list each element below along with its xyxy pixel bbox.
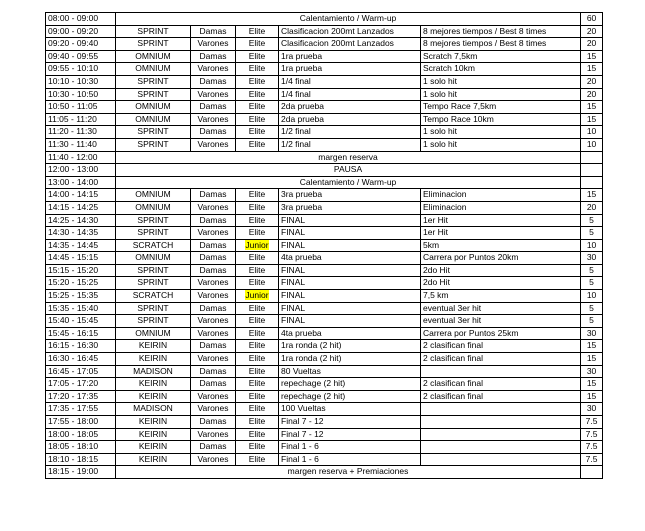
event-cell: KEIRIN: [116, 441, 191, 454]
schedule-row: [46, 378, 603, 391]
gender-cell: Damas: [191, 252, 236, 265]
minutes-cell: 5: [581, 302, 603, 315]
detail-cell: eventual 3er hit: [421, 302, 581, 315]
gender-cell: Damas: [191, 189, 236, 202]
category-cell: [236, 239, 279, 252]
event-cell: KEIRIN: [116, 416, 191, 429]
schedule-row: [46, 302, 603, 315]
category-highlight: Junior: [245, 239, 269, 250]
schedule-row: [46, 315, 603, 328]
round-cell: Final 1 - 6: [279, 441, 421, 454]
minutes-cell: [581, 164, 603, 177]
event-cell: OMNIUM: [116, 189, 191, 202]
detail-cell: Scratch 7,5km: [421, 50, 581, 63]
event-cell: OMNIUM: [116, 327, 191, 340]
round-cell: repechage (2 hit): [279, 378, 421, 391]
detail-cell: 1 solo hit: [421, 138, 581, 151]
minutes-cell: 20: [581, 88, 603, 101]
category-cell: Elite: [236, 126, 279, 139]
detail-cell: 2do Hit: [421, 264, 581, 277]
detail-cell: [421, 428, 581, 441]
gender-cell: Damas: [191, 239, 236, 252]
event-cell: SPRINT: [116, 302, 191, 315]
time-cell: 15:20 - 15:25: [46, 277, 116, 290]
gender-cell: Varones: [191, 390, 236, 403]
gender-cell: Varones: [191, 315, 236, 328]
category-cell: Elite: [236, 88, 279, 101]
round-cell: 1/4 final: [279, 75, 421, 88]
gender-cell: Damas: [191, 25, 236, 38]
gender-cell: Varones: [191, 113, 236, 126]
time-cell: 10:30 - 10:50: [46, 88, 116, 101]
detail-cell: 7,5 km: [421, 290, 581, 303]
category-cell: Elite: [236, 189, 279, 202]
time-cell: 17:35 - 17:55: [46, 403, 116, 416]
time-cell: 14:25 - 14:30: [46, 214, 116, 227]
event-cell: MADISON: [116, 365, 191, 378]
time-cell: 14:15 - 14:25: [46, 201, 116, 214]
round-cell: FINAL: [279, 290, 421, 303]
category-cell: Elite: [236, 365, 279, 378]
time-cell: 08:00 - 09:00: [46, 13, 116, 26]
schedule-row: [46, 25, 603, 38]
schedule-table: [45, 12, 603, 479]
detail-cell: 1 solo hit: [421, 88, 581, 101]
session-cell: PAUSA: [116, 164, 581, 177]
minutes-cell: 7.5: [581, 453, 603, 466]
schedule-row: [46, 365, 603, 378]
session-cell: margen reserva: [116, 151, 581, 164]
time-cell: 15:25 - 15:35: [46, 290, 116, 303]
detail-cell: Carrera por Puntos 25km: [421, 327, 581, 340]
minutes-cell: 30: [581, 365, 603, 378]
round-cell: 80 Vueltas: [279, 365, 421, 378]
schedule-row: [46, 75, 603, 88]
schedule-row: [46, 38, 603, 51]
detail-cell: 5km: [421, 239, 581, 252]
event-cell: OMNIUM: [116, 50, 191, 63]
event-cell: KEIRIN: [116, 453, 191, 466]
category-cell: Elite: [236, 390, 279, 403]
minutes-cell: 5: [581, 315, 603, 328]
minutes-cell: 15: [581, 50, 603, 63]
round-cell: Clasificacion 200mt Lanzados: [279, 38, 421, 51]
event-cell: SCRATCH: [116, 239, 191, 252]
schedule-row: [46, 50, 603, 63]
detail-cell: [421, 365, 581, 378]
event-cell: OMNIUM: [116, 201, 191, 214]
minutes-cell: 7.5: [581, 416, 603, 429]
category-cell: Elite: [236, 340, 279, 353]
schedule-row: [46, 403, 603, 416]
schedule-row: [46, 113, 603, 126]
event-cell: SPRINT: [116, 126, 191, 139]
category-cell: Elite: [236, 201, 279, 214]
minutes-cell: 10: [581, 290, 603, 303]
event-cell: OMNIUM: [116, 63, 191, 76]
event-cell: OMNIUM: [116, 101, 191, 114]
category-cell: Elite: [236, 214, 279, 227]
detail-cell: 8 mejores tiempos / Best 8 times: [421, 25, 581, 38]
schedule-row: [46, 126, 603, 139]
category-cell: Elite: [236, 378, 279, 391]
round-cell: FINAL: [279, 302, 421, 315]
time-cell: 16:15 - 16:30: [46, 340, 116, 353]
event-cell: SPRINT: [116, 88, 191, 101]
minutes-cell: 30: [581, 327, 603, 340]
category-cell: Elite: [236, 138, 279, 151]
time-cell: 18:00 - 18:05: [46, 428, 116, 441]
schedule-row: [46, 466, 603, 479]
schedule-row: [46, 176, 603, 189]
category-cell: Elite: [236, 327, 279, 340]
minutes-cell: 15: [581, 63, 603, 76]
minutes-cell: [581, 466, 603, 479]
minutes-cell: 15: [581, 378, 603, 391]
schedule-row: [46, 138, 603, 151]
time-cell: 17:55 - 18:00: [46, 416, 116, 429]
event-cell: SPRINT: [116, 25, 191, 38]
schedule-row: [46, 453, 603, 466]
detail-cell: 2 clasifican final: [421, 378, 581, 391]
minutes-cell: 15: [581, 390, 603, 403]
minutes-cell: 15: [581, 189, 603, 202]
category-cell: Elite: [236, 428, 279, 441]
event-cell: KEIRIN: [116, 390, 191, 403]
round-cell: FINAL: [279, 227, 421, 240]
time-cell: 14:30 - 14:35: [46, 227, 116, 240]
minutes-cell: 10: [581, 239, 603, 252]
minutes-cell: 5: [581, 264, 603, 277]
time-cell: 18:05 - 18:10: [46, 441, 116, 454]
category-cell: Elite: [236, 113, 279, 126]
time-cell: 14:45 - 15:15: [46, 252, 116, 265]
category-highlight: Junior: [245, 290, 269, 301]
gender-cell: Damas: [191, 416, 236, 429]
time-cell: 17:05 - 17:20: [46, 378, 116, 391]
schedule-row: [46, 441, 603, 454]
gender-cell: Varones: [191, 428, 236, 441]
schedule-row: [46, 327, 603, 340]
detail-cell: 2do Hit: [421, 277, 581, 290]
category-cell: Elite: [236, 38, 279, 51]
gender-cell: Varones: [191, 277, 236, 290]
event-cell: SPRINT: [116, 38, 191, 51]
time-cell: 11:40 - 12:00: [46, 151, 116, 164]
schedule-row: [46, 416, 603, 429]
gender-cell: Varones: [191, 63, 236, 76]
schedule-row: [46, 201, 603, 214]
gender-cell: Varones: [191, 138, 236, 151]
minutes-cell: 15: [581, 353, 603, 366]
round-cell: FINAL: [279, 214, 421, 227]
detail-cell: [421, 441, 581, 454]
time-cell: 09:00 - 09:20: [46, 25, 116, 38]
gender-cell: Varones: [191, 353, 236, 366]
round-cell: 1/4 final: [279, 88, 421, 101]
category-cell: Elite: [236, 50, 279, 63]
gender-cell: Varones: [191, 327, 236, 340]
round-cell: Final 7 - 12: [279, 416, 421, 429]
detail-cell: eventual 3er hit: [421, 315, 581, 328]
category-cell: Elite: [236, 264, 279, 277]
schedule-row: [46, 164, 603, 177]
schedule-row: [46, 252, 603, 265]
round-cell: 2da prueba: [279, 101, 421, 114]
schedule-row: [46, 428, 603, 441]
time-cell: 12:00 - 13:00: [46, 164, 116, 177]
time-cell: 14:00 - 14:15: [46, 189, 116, 202]
gender-cell: Varones: [191, 403, 236, 416]
round-cell: 3ra prueba: [279, 201, 421, 214]
session-cell: Calentamiento / Warm-up: [116, 176, 581, 189]
time-cell: 15:40 - 15:45: [46, 315, 116, 328]
detail-cell: 2 clasifican final: [421, 340, 581, 353]
minutes-cell: 10: [581, 138, 603, 151]
detail-cell: 8 mejores tiempos / Best 8 times: [421, 38, 581, 51]
round-cell: 1ra prueba: [279, 63, 421, 76]
minutes-cell: 20: [581, 75, 603, 88]
round-cell: 100 Vueltas: [279, 403, 421, 416]
minutes-cell: 5: [581, 214, 603, 227]
schedule-row: [46, 227, 603, 240]
minutes-cell: 30: [581, 403, 603, 416]
detail-cell: Carrera por Puntos 20km: [421, 252, 581, 265]
time-cell: 11:05 - 11:20: [46, 113, 116, 126]
gender-cell: Damas: [191, 340, 236, 353]
minutes-cell: 20: [581, 201, 603, 214]
gender-cell: Varones: [191, 453, 236, 466]
time-cell: 09:55 - 10:10: [46, 63, 116, 76]
schedule-row: [46, 290, 603, 303]
gender-cell: Damas: [191, 441, 236, 454]
schedule-row: [46, 340, 603, 353]
round-cell: 1ra ronda (2 hit): [279, 340, 421, 353]
time-cell: 17:20 - 17:35: [46, 390, 116, 403]
schedule-row: [46, 390, 603, 403]
time-cell: 11:20 - 11:30: [46, 126, 116, 139]
time-cell: 14:35 - 14:45: [46, 239, 116, 252]
category-cell: Elite: [236, 25, 279, 38]
event-cell: SPRINT: [116, 277, 191, 290]
event-cell: KEIRIN: [116, 340, 191, 353]
detail-cell: [421, 453, 581, 466]
category-cell: Elite: [236, 315, 279, 328]
category-cell: Elite: [236, 403, 279, 416]
schedule-row: [46, 151, 603, 164]
event-cell: MADISON: [116, 403, 191, 416]
round-cell: 1ra ronda (2 hit): [279, 353, 421, 366]
detail-cell: Scratch 10km: [421, 63, 581, 76]
round-cell: FINAL: [279, 277, 421, 290]
round-cell: 1ra prueba: [279, 50, 421, 63]
time-cell: 18:10 - 18:15: [46, 453, 116, 466]
schedule-row: [46, 13, 603, 26]
event-cell: SCRATCH: [116, 290, 191, 303]
session-cell: Calentamiento / Warm-up: [116, 13, 581, 26]
detail-cell: Tempo Race 7,5km: [421, 101, 581, 114]
session-cell: margen reserva + Premiaciones: [116, 466, 581, 479]
round-cell: Final 1 - 6: [279, 453, 421, 466]
time-cell: 15:35 - 15:40: [46, 302, 116, 315]
minutes-cell: 15: [581, 340, 603, 353]
event-cell: OMNIUM: [116, 252, 191, 265]
gender-cell: Varones: [191, 201, 236, 214]
detail-cell: 1er Hit: [421, 227, 581, 240]
gender-cell: Damas: [191, 50, 236, 63]
detail-cell: 1 solo hit: [421, 75, 581, 88]
minutes-cell: 15: [581, 101, 603, 114]
schedule-row: [46, 88, 603, 101]
round-cell: FINAL: [279, 239, 421, 252]
category-cell: Elite: [236, 302, 279, 315]
schedule-row: [46, 353, 603, 366]
category-cell: Elite: [236, 277, 279, 290]
round-cell: 1/2 final: [279, 138, 421, 151]
detail-cell: 1 solo hit: [421, 126, 581, 139]
minutes-cell: 7.5: [581, 428, 603, 441]
schedule-row: [46, 189, 603, 202]
round-cell: repechage (2 hit): [279, 390, 421, 403]
minutes-cell: [581, 151, 603, 164]
schedule-row: [46, 264, 603, 277]
detail-cell: Eliminacion: [421, 189, 581, 202]
event-cell: KEIRIN: [116, 428, 191, 441]
gender-cell: Varones: [191, 88, 236, 101]
minutes-cell: 5: [581, 277, 603, 290]
time-cell: 16:45 - 17:05: [46, 365, 116, 378]
minutes-cell: 30: [581, 252, 603, 265]
round-cell: 2da prueba: [279, 113, 421, 126]
time-cell: 18:15 - 19:00: [46, 466, 116, 479]
minutes-cell: 10: [581, 126, 603, 139]
category-cell: Elite: [236, 441, 279, 454]
category-cell: [236, 290, 279, 303]
category-cell: Elite: [236, 75, 279, 88]
event-cell: SPRINT: [116, 264, 191, 277]
time-cell: 09:40 - 09:55: [46, 50, 116, 63]
detail-cell: [421, 416, 581, 429]
time-cell: 13:00 - 14:00: [46, 176, 116, 189]
round-cell: FINAL: [279, 264, 421, 277]
minutes-cell: [581, 176, 603, 189]
event-cell: SPRINT: [116, 75, 191, 88]
time-cell: 11:30 - 11:40: [46, 138, 116, 151]
time-cell: 10:10 - 10:30: [46, 75, 116, 88]
category-cell: Elite: [236, 252, 279, 265]
minutes-cell: 60: [581, 13, 603, 26]
schedule-row: [46, 214, 603, 227]
time-cell: 09:20 - 09:40: [46, 38, 116, 51]
event-cell: OMNIUM: [116, 113, 191, 126]
event-cell: KEIRIN: [116, 353, 191, 366]
detail-cell: Tempo Race 10km: [421, 113, 581, 126]
round-cell: 3ra prueba: [279, 189, 421, 202]
category-cell: Elite: [236, 453, 279, 466]
time-cell: 16:30 - 16:45: [46, 353, 116, 366]
category-cell: Elite: [236, 353, 279, 366]
detail-cell: 1er Hit: [421, 214, 581, 227]
gender-cell: Damas: [191, 214, 236, 227]
event-cell: KEIRIN: [116, 378, 191, 391]
minutes-cell: 5: [581, 227, 603, 240]
category-cell: Elite: [236, 227, 279, 240]
minutes-cell: 7.5: [581, 441, 603, 454]
schedule-row: [46, 101, 603, 114]
time-cell: 15:45 - 16:15: [46, 327, 116, 340]
round-cell: Clasificacion 200mt Lanzados: [279, 25, 421, 38]
detail-cell: [421, 403, 581, 416]
round-cell: Final 7 - 12: [279, 428, 421, 441]
minutes-cell: 20: [581, 38, 603, 51]
gender-cell: Damas: [191, 378, 236, 391]
event-cell: SPRINT: [116, 315, 191, 328]
round-cell: 4ta prueba: [279, 327, 421, 340]
schedule-row: [46, 277, 603, 290]
detail-cell: 2 clasifican final: [421, 390, 581, 403]
schedule-row: [46, 63, 603, 76]
detail-cell: 2 clasifican final: [421, 353, 581, 366]
round-cell: 4ta prueba: [279, 252, 421, 265]
category-cell: Elite: [236, 416, 279, 429]
schedule-row: [46, 239, 603, 252]
minutes-cell: 20: [581, 25, 603, 38]
event-cell: SPRINT: [116, 138, 191, 151]
gender-cell: Varones: [191, 290, 236, 303]
gender-cell: Varones: [191, 38, 236, 51]
gender-cell: Damas: [191, 264, 236, 277]
category-cell: Elite: [236, 101, 279, 114]
detail-cell: Eliminacion: [421, 201, 581, 214]
gender-cell: Varones: [191, 227, 236, 240]
gender-cell: Damas: [191, 75, 236, 88]
time-cell: 10:50 - 11:05: [46, 101, 116, 114]
minutes-cell: 15: [581, 113, 603, 126]
round-cell: 1/2 final: [279, 126, 421, 139]
gender-cell: Damas: [191, 126, 236, 139]
event-cell: SPRINT: [116, 214, 191, 227]
gender-cell: Damas: [191, 302, 236, 315]
event-cell: SPRINT: [116, 227, 191, 240]
time-cell: 15:15 - 15:20: [46, 264, 116, 277]
category-cell: Elite: [236, 63, 279, 76]
gender-cell: Damas: [191, 365, 236, 378]
gender-cell: Damas: [191, 101, 236, 114]
round-cell: FINAL: [279, 315, 421, 328]
